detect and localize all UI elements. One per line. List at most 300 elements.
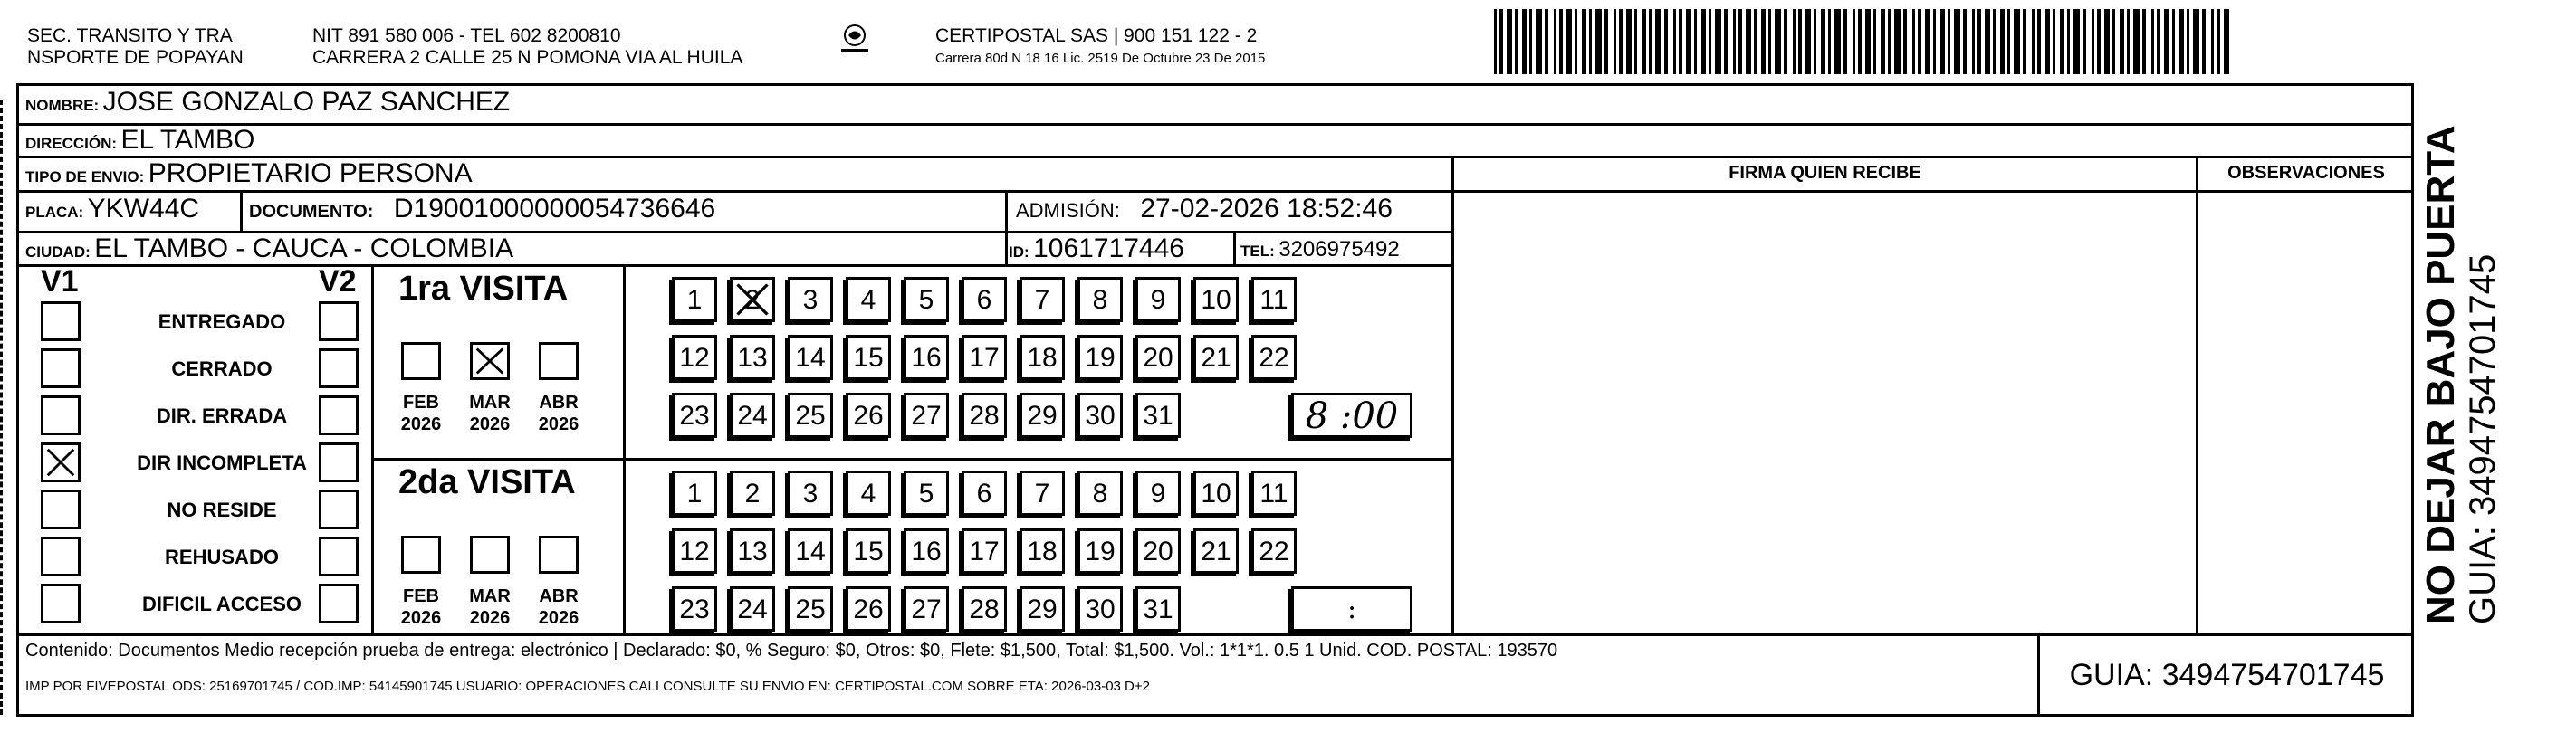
barcode-bar bbox=[1985, 9, 1990, 74]
barcode-bar bbox=[1738, 9, 1742, 74]
carrier-sub: Carrera 80d N 18 16 Lic. 2519 De Octubre 23 De 2015 bbox=[935, 51, 1266, 66]
barcode-bar bbox=[1626, 9, 1632, 74]
id-value: 1061717446 bbox=[1033, 233, 1184, 263]
day-box[interactable] bbox=[788, 277, 833, 322]
day-number: 28 bbox=[969, 595, 1000, 624]
day-number: 26 bbox=[853, 401, 884, 431]
barcode-bar bbox=[1972, 9, 1975, 74]
status-option-label: NO RESIDE bbox=[167, 499, 277, 521]
status-option-label: DIFICIL ACCESO bbox=[141, 593, 302, 615]
day-box[interactable] bbox=[1020, 586, 1065, 632]
day-box[interactable] bbox=[962, 335, 1007, 380]
v2-checkbox[interactable] bbox=[319, 537, 359, 576]
day-number: 15 bbox=[853, 537, 884, 566]
v1-checkbox[interactable] bbox=[41, 301, 81, 341]
v1-checkbox[interactable] bbox=[41, 490, 81, 529]
day-number: 19 bbox=[1085, 537, 1116, 566]
day-number: 27 bbox=[911, 401, 942, 431]
day-number: 23 bbox=[679, 595, 710, 624]
day-box[interactable] bbox=[1020, 277, 1065, 322]
day-box[interactable] bbox=[962, 528, 1007, 574]
barcode-bar bbox=[2202, 9, 2206, 74]
month-label: ABR bbox=[539, 586, 579, 606]
barcode-bar bbox=[1940, 9, 1945, 74]
barcode-bar bbox=[1843, 9, 1847, 74]
barcode-bar bbox=[1754, 9, 1757, 74]
tel-value: 3206975492 bbox=[1278, 237, 1400, 262]
barcode-bar bbox=[2097, 9, 2101, 74]
day-number: 18 bbox=[1027, 343, 1058, 373]
direccion-label: DIRECCIÓN: bbox=[25, 135, 118, 152]
day-number: 10 bbox=[1201, 285, 1231, 315]
day-box[interactable] bbox=[846, 528, 891, 574]
day-number: 1 bbox=[686, 479, 703, 509]
barcode-bar bbox=[1679, 9, 1682, 74]
day-number: 12 bbox=[679, 343, 710, 373]
day-number: 17 bbox=[969, 343, 1000, 373]
day-box[interactable] bbox=[1135, 277, 1181, 322]
barcode-bar bbox=[1604, 9, 1608, 74]
day-number: 26 bbox=[853, 595, 884, 624]
barcode-bar bbox=[2000, 9, 2005, 74]
day-number: 8 bbox=[1092, 479, 1108, 509]
barcode-bar bbox=[1768, 9, 1771, 74]
ciudad-row bbox=[25, 233, 513, 264]
barcode-bar bbox=[1746, 9, 1751, 74]
v1-checkbox[interactable] bbox=[41, 537, 81, 576]
id-label: ID: bbox=[1009, 243, 1029, 261]
barcode-bar bbox=[2211, 9, 2214, 74]
barcode-bar bbox=[1715, 9, 1721, 74]
day-number: 25 bbox=[795, 401, 826, 431]
placa-value: YKW44C bbox=[87, 194, 200, 224]
day-box[interactable] bbox=[1020, 393, 1065, 438]
barcode-bar bbox=[1912, 9, 1915, 74]
documento-row bbox=[249, 194, 715, 224]
barcode-bar bbox=[1933, 9, 1936, 74]
day-number: 16 bbox=[911, 537, 942, 566]
month-caption bbox=[527, 392, 590, 435]
barcode-bar bbox=[1784, 9, 1787, 74]
day-box[interactable] bbox=[1135, 335, 1181, 380]
footer-content-line: Contenido: Documentos Medio recepción prueba de entrega: electrónico | Declarado: $0, % Seguro: $0, Otros: $0, Flete: $1,500, Total: $1,500. Vol.: 1*1*1. 0.5 1 Unid. COD. POSTAL: 193570 bbox=[25, 641, 1558, 661]
placa-row bbox=[25, 194, 199, 224]
direccion-row bbox=[25, 125, 254, 156]
day-box[interactable] bbox=[904, 277, 949, 322]
day-number: 22 bbox=[1259, 537, 1289, 566]
day-number: 5 bbox=[918, 479, 934, 509]
barcode-bar bbox=[2142, 9, 2146, 74]
barcode-bar bbox=[1925, 9, 1930, 74]
barcode-bar bbox=[1894, 9, 1901, 74]
v2-checkbox[interactable] bbox=[319, 395, 359, 435]
barcode-bar bbox=[1881, 9, 1885, 74]
nombre-label: NOMBRE: bbox=[25, 97, 100, 114]
day-number: 6 bbox=[976, 285, 992, 315]
barcode-bar bbox=[1853, 9, 1855, 74]
day-box[interactable] bbox=[1077, 471, 1123, 516]
day-box[interactable] bbox=[904, 393, 949, 438]
day-number: 14 bbox=[795, 537, 826, 566]
barcode-bar bbox=[1993, 9, 1996, 74]
barcode-bar bbox=[1559, 9, 1563, 74]
day-box[interactable] bbox=[962, 471, 1007, 516]
footer-guia: GUIA: 3494754701745 bbox=[2069, 658, 2385, 692]
barcode-bar bbox=[2133, 9, 2140, 74]
tel-label: TEL: bbox=[1240, 243, 1275, 260]
day-number: 4 bbox=[860, 479, 876, 509]
barcode-bar bbox=[2045, 9, 2050, 74]
barcode-bar bbox=[2083, 9, 2086, 74]
barcode-bar bbox=[1642, 9, 1646, 74]
sender-contact bbox=[312, 25, 742, 69]
v1-label: V1 bbox=[41, 264, 79, 299]
day-box[interactable] bbox=[730, 335, 775, 380]
barcode-bar bbox=[2120, 9, 2124, 74]
barcode-bar bbox=[1655, 9, 1661, 74]
cut-line bbox=[0, 100, 6, 715]
day-box[interactable] bbox=[730, 528, 775, 574]
barcode-bar bbox=[1954, 9, 1960, 74]
day-box[interactable] bbox=[1193, 528, 1239, 574]
barcode-bar bbox=[1701, 9, 1706, 74]
day-box[interactable] bbox=[730, 586, 775, 632]
barcode-bar bbox=[1733, 9, 1736, 74]
barcode-bar bbox=[2023, 9, 2026, 74]
address-line: CARRERA 2 CALLE 25 N POMONA VIA AL HUILA bbox=[312, 47, 743, 68]
v1-checkbox[interactable] bbox=[41, 395, 81, 435]
day-number: 9 bbox=[1150, 479, 1166, 509]
day-box[interactable] bbox=[904, 586, 949, 632]
day-number: 13 bbox=[737, 343, 768, 373]
day-number: 3 bbox=[802, 479, 819, 509]
month-checkbox[interactable] bbox=[470, 342, 510, 380]
month-label: MAR bbox=[469, 586, 511, 606]
barcode-bar bbox=[1821, 9, 1825, 74]
barcode-bar bbox=[1545, 9, 1548, 74]
day-box[interactable] bbox=[846, 471, 891, 516]
day-box[interactable] bbox=[672, 277, 717, 322]
day-number: 19 bbox=[1085, 343, 1116, 373]
month-checkbox[interactable] bbox=[470, 536, 510, 574]
day-number: 3 bbox=[802, 285, 819, 315]
day-number: 16 bbox=[911, 343, 942, 373]
barcode bbox=[1494, 9, 2232, 74]
day-box[interactable] bbox=[846, 586, 891, 632]
year-label: 2026 bbox=[469, 608, 511, 628]
month-caption bbox=[527, 585, 590, 629]
visit-time-box[interactable]: 8 :00 bbox=[1291, 393, 1412, 438]
day-box[interactable] bbox=[1251, 335, 1297, 380]
v2-checkbox[interactable] bbox=[319, 301, 359, 341]
barcode-bar bbox=[1858, 9, 1862, 74]
v2-checkbox[interactable] bbox=[319, 442, 359, 482]
day-box[interactable] bbox=[1193, 277, 1239, 322]
day-box[interactable] bbox=[730, 277, 775, 322]
day-number: 25 bbox=[795, 595, 826, 624]
day-box[interactable] bbox=[904, 528, 949, 574]
day-box[interactable] bbox=[1193, 335, 1239, 380]
day-box[interactable] bbox=[1020, 471, 1065, 516]
day-number: 28 bbox=[969, 401, 1000, 431]
tipo-row bbox=[25, 158, 473, 189]
check-mark-icon bbox=[733, 280, 772, 319]
status-option-label: REHUSADO bbox=[165, 546, 279, 568]
day-number: 8 bbox=[1092, 285, 1108, 315]
barcode-bar bbox=[1918, 9, 1921, 74]
barcode-bar bbox=[1903, 9, 1907, 74]
barcode-bar bbox=[2112, 9, 2115, 74]
year-label: 2026 bbox=[400, 608, 442, 628]
nombre-value: JOSE GONZALO PAZ SANCHEZ bbox=[102, 87, 511, 117]
barcode-bar bbox=[1507, 9, 1512, 74]
day-box[interactable] bbox=[1135, 528, 1181, 574]
barcode-bar bbox=[2014, 9, 2020, 74]
day-box[interactable] bbox=[1077, 528, 1123, 574]
barcode-bar bbox=[1664, 9, 1668, 74]
barcode-bar bbox=[1515, 9, 1518, 74]
barcode-bar bbox=[1694, 9, 1697, 74]
v2-label: V2 bbox=[319, 264, 357, 299]
month-checkbox[interactable] bbox=[401, 342, 441, 380]
barcode-bar bbox=[1566, 9, 1572, 74]
month-label: FEB bbox=[403, 586, 439, 606]
day-box[interactable] bbox=[788, 586, 833, 632]
day-box[interactable] bbox=[1020, 528, 1065, 574]
day-number: 4 bbox=[860, 285, 876, 315]
sender-line-2: NSPORTE DE POPAYAN bbox=[27, 47, 244, 68]
barcode-bar bbox=[1828, 9, 1831, 74]
barcode-bar bbox=[2217, 9, 2220, 74]
v1-checkbox[interactable] bbox=[41, 348, 81, 388]
side-text bbox=[2419, 81, 2503, 624]
day-number: 29 bbox=[1027, 595, 1058, 624]
month-caption bbox=[389, 585, 453, 629]
check-mark-icon bbox=[473, 345, 507, 377]
tipo-label: TIPO DE ENVIO: bbox=[25, 168, 145, 186]
admision-label: ADMISIÓN: bbox=[1016, 199, 1120, 222]
barcode-bar bbox=[1595, 9, 1602, 74]
day-number: 20 bbox=[1143, 343, 1173, 373]
barcode-bar bbox=[2157, 9, 2160, 74]
day-box[interactable] bbox=[672, 586, 717, 632]
barcode-bar bbox=[1499, 9, 1503, 74]
firma-label: FIRMA QUIEN RECIBE bbox=[1729, 163, 1921, 183]
day-box[interactable] bbox=[788, 393, 833, 438]
day-box[interactable] bbox=[672, 528, 717, 574]
day-box[interactable] bbox=[788, 471, 833, 516]
barcode-bar bbox=[2193, 9, 2199, 74]
barcode-bar bbox=[2037, 9, 2041, 74]
year-label: 2026 bbox=[469, 414, 511, 434]
barcode-bar bbox=[1589, 9, 1592, 74]
day-number: 10 bbox=[1201, 479, 1231, 509]
day-number: 29 bbox=[1027, 401, 1058, 431]
day-box[interactable] bbox=[788, 335, 833, 380]
day-number: 20 bbox=[1143, 537, 1173, 566]
day-box[interactable] bbox=[962, 277, 1007, 322]
side-warning: NO DEJAR BAJO PUERTA bbox=[2418, 125, 2463, 624]
barcode-bar bbox=[1963, 9, 1967, 74]
day-box[interactable] bbox=[1251, 277, 1297, 322]
barcode-bar bbox=[1619, 9, 1623, 74]
barcode-bar bbox=[1614, 9, 1616, 74]
barcode-bar bbox=[1554, 9, 1556, 74]
barcode-bar bbox=[2172, 9, 2175, 74]
id-row bbox=[1009, 233, 1184, 264]
barcode-bar bbox=[1865, 9, 1871, 74]
barcode-bar bbox=[1673, 9, 1676, 74]
barcode-bar bbox=[2104, 9, 2110, 74]
month-caption bbox=[389, 392, 453, 435]
day-box[interactable] bbox=[672, 335, 717, 380]
v1-checkbox[interactable] bbox=[41, 584, 81, 623]
sender-name bbox=[27, 25, 244, 69]
side-guia: GUIA: 3494754701745 bbox=[2463, 253, 2503, 624]
barcode-bar bbox=[1536, 9, 1542, 74]
day-number: 23 bbox=[679, 401, 710, 431]
barcode-bar bbox=[2032, 9, 2035, 74]
barcode-bar bbox=[1494, 9, 1497, 74]
day-number: 30 bbox=[1085, 401, 1116, 431]
day-box[interactable] bbox=[730, 471, 775, 516]
day-number: 9 bbox=[1150, 285, 1166, 315]
year-label: 2026 bbox=[400, 414, 442, 434]
day-box[interactable] bbox=[846, 393, 891, 438]
admision-row bbox=[1016, 194, 1393, 224]
nombre-row bbox=[25, 87, 510, 118]
month-checkbox[interactable] bbox=[539, 342, 579, 380]
day-number: 15 bbox=[853, 343, 884, 373]
visit-title: 1ra VISITA bbox=[398, 270, 569, 308]
day-number: 24 bbox=[737, 401, 768, 431]
month-label: MAR bbox=[469, 393, 511, 413]
year-label: 2026 bbox=[538, 414, 579, 434]
visit-title: 2da VISITA bbox=[398, 463, 576, 501]
v2-checkbox[interactable] bbox=[319, 348, 359, 388]
barcode-bar bbox=[2073, 9, 2080, 74]
day-number: 14 bbox=[795, 343, 826, 373]
barcode-bar bbox=[1888, 9, 1891, 74]
day-box[interactable] bbox=[1135, 393, 1181, 438]
day-box[interactable] bbox=[1077, 335, 1123, 380]
barcode-bar bbox=[2187, 9, 2189, 74]
barcode-bar bbox=[1775, 9, 1781, 74]
barcode-bar bbox=[2060, 9, 2064, 74]
day-box[interactable] bbox=[1135, 471, 1181, 516]
month-caption bbox=[458, 392, 522, 435]
day-number: 5 bbox=[918, 285, 934, 315]
month-caption bbox=[458, 585, 522, 629]
barcode-bar bbox=[1834, 9, 1841, 74]
day-number: 31 bbox=[1143, 401, 1173, 431]
v1-checkbox[interactable] bbox=[41, 442, 81, 482]
day-number: 21 bbox=[1201, 343, 1231, 373]
barcode-bar bbox=[1649, 9, 1652, 74]
barcode-bar bbox=[1575, 9, 1577, 74]
month-label: ABR bbox=[539, 393, 579, 413]
nit-line: NIT 891 580 006 - TEL 602 8200810 bbox=[312, 25, 621, 46]
day-box[interactable] bbox=[1077, 586, 1123, 632]
barcode-bar bbox=[1709, 9, 1711, 74]
barcode-bar bbox=[1724, 9, 1728, 74]
day-box[interactable] bbox=[1251, 528, 1297, 574]
barcode-bar bbox=[2007, 9, 2010, 74]
ciudad-label: CIUDAD: bbox=[25, 243, 91, 261]
documento-value: D19001000000054736646 bbox=[393, 194, 716, 224]
day-number: 22 bbox=[1259, 343, 1289, 373]
day-box[interactable] bbox=[846, 335, 891, 380]
day-box[interactable] bbox=[1020, 335, 1065, 380]
day-number: 24 bbox=[737, 595, 768, 624]
barcode-bar bbox=[1798, 9, 1802, 74]
day-box[interactable] bbox=[1077, 277, 1123, 322]
day-box[interactable] bbox=[730, 393, 775, 438]
v2-checkbox[interactable] bbox=[319, 490, 359, 529]
status-option-label: CERRADO bbox=[171, 357, 273, 380]
day-number: 7 bbox=[1034, 479, 1050, 509]
observaciones-label: OBSERVACIONES bbox=[2227, 163, 2385, 183]
day-box[interactable] bbox=[1193, 471, 1239, 516]
day-box[interactable] bbox=[904, 335, 949, 380]
barcode-bar bbox=[1761, 9, 1766, 74]
day-number: 17 bbox=[969, 537, 1000, 566]
status-option-label: DIR. ERRADA bbox=[156, 404, 288, 427]
barcode-bar bbox=[2092, 9, 2094, 74]
barcode-bar bbox=[1873, 9, 1876, 74]
barcode-bar bbox=[2127, 9, 2130, 74]
day-number: 6 bbox=[976, 479, 992, 509]
day-number: 1 bbox=[686, 285, 703, 315]
day-number: 7 bbox=[1034, 285, 1050, 315]
day-box[interactable] bbox=[1077, 393, 1123, 438]
tipo-value: PROPIETARIO PERSONA bbox=[148, 158, 473, 188]
day-box[interactable] bbox=[788, 528, 833, 574]
day-number: 2 bbox=[744, 479, 761, 509]
barcode-bar bbox=[1793, 9, 1796, 74]
day-box[interactable] bbox=[672, 393, 717, 438]
day-box[interactable] bbox=[904, 471, 949, 516]
barcode-bar bbox=[1814, 9, 1816, 74]
day-box[interactable] bbox=[962, 586, 1007, 632]
direccion-value: EL TAMBO bbox=[120, 125, 255, 155]
visit-time-box[interactable]: : bbox=[1291, 586, 1412, 632]
barcode-bar bbox=[2164, 9, 2169, 74]
carrier-logo bbox=[838, 24, 872, 58]
month-checkbox[interactable] bbox=[539, 536, 579, 574]
footer-print-line: IMP POR FIVEPOSTAL ODS: 25169701745 / COD.IMP: 54145901745 USUARIO: OPERACIONES.CALI CONSULTE SU ENVIO EN: CERTIPOSTAL.COM SOBRE ETA: 2026-03-03 D+2 bbox=[25, 679, 1150, 694]
day-box[interactable] bbox=[846, 277, 891, 322]
placa-label: PLACA: bbox=[25, 204, 84, 221]
tel-row bbox=[1240, 237, 1400, 262]
day-box[interactable] bbox=[672, 471, 717, 516]
month-checkbox[interactable] bbox=[401, 536, 441, 574]
carrier-line: CERTIPOSTAL SAS | 900 151 122 - 2 bbox=[935, 25, 1258, 46]
day-box[interactable] bbox=[1251, 471, 1297, 516]
barcode-bar bbox=[1522, 9, 1527, 74]
barcode-bar bbox=[1686, 9, 1691, 74]
barcode-bar bbox=[2067, 9, 2070, 74]
status-option-label: DIR INCOMPLETA bbox=[137, 452, 307, 474]
day-box[interactable] bbox=[1135, 586, 1181, 632]
barcode-bar bbox=[1948, 9, 1950, 74]
day-number: 30 bbox=[1085, 595, 1116, 624]
v2-checkbox[interactable] bbox=[319, 584, 359, 623]
barcode-bar bbox=[2151, 9, 2154, 74]
day-box[interactable] bbox=[962, 393, 1007, 438]
barcode-bar bbox=[2053, 9, 2055, 74]
barcode-bar bbox=[1634, 9, 1637, 74]
